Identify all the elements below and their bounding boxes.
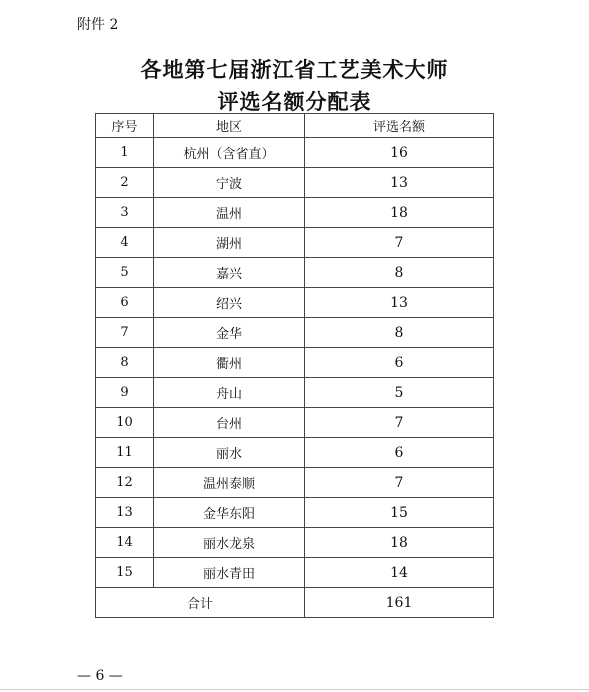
- row-quota: 14: [305, 558, 494, 588]
- row-index: 15: [96, 558, 154, 588]
- row-index: 14: [96, 528, 154, 558]
- table-row: [96, 288, 494, 318]
- row-quota: 6: [305, 438, 494, 468]
- document-title-line2: 评选名额分配表: [217, 89, 372, 114]
- header-quota: 评选名额: [305, 114, 494, 138]
- quota-table: [95, 113, 494, 618]
- row-index: 7: [96, 318, 154, 348]
- total-row: [96, 588, 494, 618]
- row-quota: 7: [305, 228, 494, 258]
- row-quota: 13: [305, 288, 494, 318]
- row-quota: 13: [305, 168, 494, 198]
- row-quota: 6: [305, 348, 494, 378]
- row-region: 宁波: [154, 168, 305, 198]
- row-region: 丽水龙泉: [154, 528, 305, 558]
- header-index: 序号: [96, 114, 154, 138]
- table-row: [96, 378, 494, 408]
- row-region: 台州: [154, 408, 305, 438]
- row-region: 丽水青田: [154, 558, 305, 588]
- table-row: [96, 138, 494, 168]
- table-footer: [96, 588, 494, 618]
- row-index: 10: [96, 408, 154, 438]
- table-row: [96, 558, 494, 588]
- row-quota: 8: [305, 258, 494, 288]
- table-header: [96, 114, 494, 138]
- table-row: [96, 258, 494, 288]
- row-index: 9: [96, 378, 154, 408]
- total-label: 合计: [96, 588, 305, 618]
- row-quota: 7: [305, 408, 494, 438]
- row-quota: 5: [305, 378, 494, 408]
- table-row: [96, 318, 494, 348]
- row-index: 2: [96, 168, 154, 198]
- row-region: 杭州（含省直）: [154, 138, 305, 168]
- total-quota: 161: [305, 588, 494, 618]
- table-body: [96, 138, 494, 588]
- row-region: 金华: [154, 318, 305, 348]
- page-bottom-divider: [0, 689, 589, 690]
- page-number: — 6 —: [77, 668, 123, 684]
- row-index: 6: [96, 288, 154, 318]
- row-index: 1: [96, 138, 154, 168]
- table-row: [96, 468, 494, 498]
- row-region: 绍兴: [154, 288, 305, 318]
- row-index: 12: [96, 468, 154, 498]
- table-row: [96, 408, 494, 438]
- row-index: 11: [96, 438, 154, 468]
- row-index: 13: [96, 498, 154, 528]
- table-row: [96, 438, 494, 468]
- table-row: [96, 348, 494, 378]
- row-index: 5: [96, 258, 154, 288]
- row-region: 嘉兴: [154, 258, 305, 288]
- table-row: [96, 528, 494, 558]
- row-quota: 18: [305, 198, 494, 228]
- row-quota: 16: [305, 138, 494, 168]
- row-index: 3: [96, 198, 154, 228]
- table-row: [96, 498, 494, 528]
- row-quota: 8: [305, 318, 494, 348]
- row-quota: 18: [305, 528, 494, 558]
- row-region: 温州: [154, 198, 305, 228]
- row-region: 衢州: [154, 348, 305, 378]
- header-region: 地区: [154, 114, 305, 138]
- row-quota: 15: [305, 498, 494, 528]
- attachment-label: 附件 2: [77, 17, 119, 33]
- table-row: [96, 228, 494, 258]
- row-index: 4: [96, 228, 154, 258]
- row-region: 舟山: [154, 378, 305, 408]
- row-region: 丽水: [154, 438, 305, 468]
- document-title-line1: 各地第七届浙江省工艺美术大师: [140, 57, 449, 82]
- row-quota: 7: [305, 468, 494, 498]
- table-row: [96, 198, 494, 228]
- header-row: [96, 114, 494, 138]
- row-index: 8: [96, 348, 154, 378]
- row-region: 湖州: [154, 228, 305, 258]
- row-region: 金华东阳: [154, 498, 305, 528]
- row-region: 温州泰顺: [154, 468, 305, 498]
- table-row: [96, 168, 494, 198]
